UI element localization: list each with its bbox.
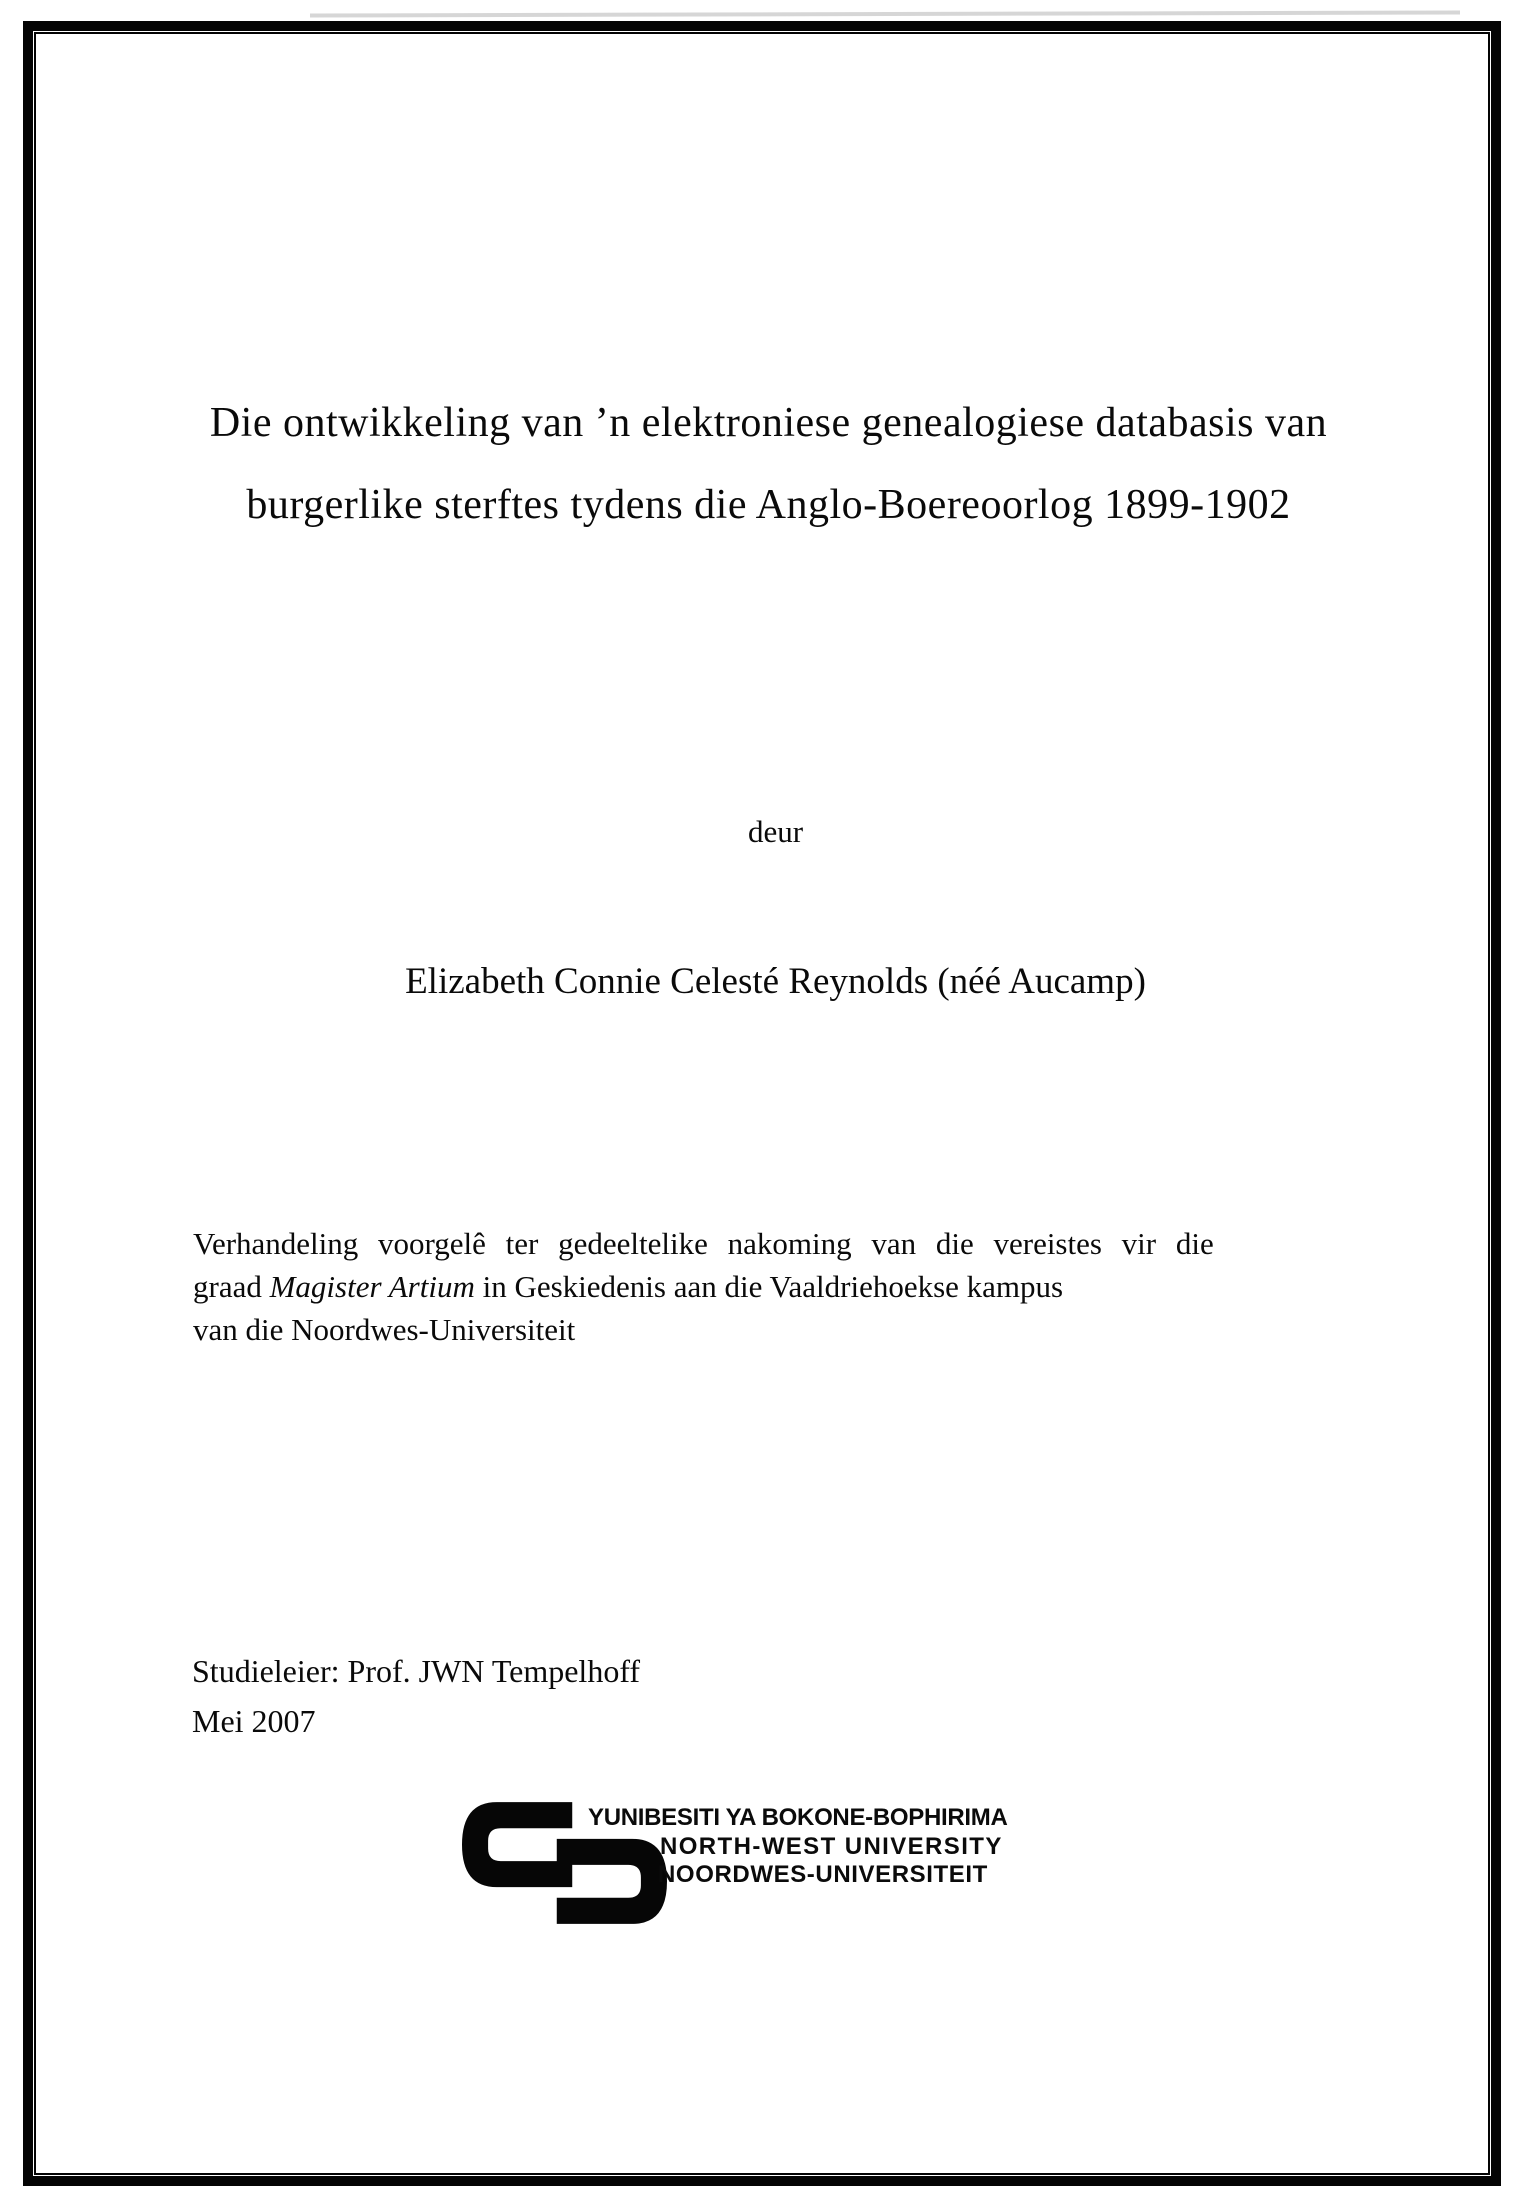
thesis-statement-line1: Verhandeling voorgelê ter gedeeltelike nakoming van die vereistes vir die: [193, 1226, 1214, 1261]
logo-text-setswana: YUNIBESITI YA BOKONE-BOPHIRIMA: [588, 1804, 1008, 1831]
thesis-statement: [193, 1222, 1321, 1351]
page-title-line2: burgerlike sterftes tydens die Anglo-Boereoorlog 1899-1902: [246, 482, 1291, 528]
scan-artifact: [310, 10, 1460, 17]
author-name: Elizabeth Connie Celesté Reynolds (néé Aucamp): [405, 961, 1146, 1002]
page-title-line1: Die ontwikkeling van ’n elektroniese genealogiese databasis van: [209, 400, 1328, 446]
logo-text-english: NORTH-WEST UNIVERSITY: [660, 1833, 1003, 1860]
thesis-line2-prefix: graad: [193, 1269, 270, 1304]
supervisor-line: Studieleier: Prof. JWN Tempelhoff: [192, 1653, 641, 1689]
thesis-line2-suffix: in Geskiedenis aan die Vaaldriehoekse kampus: [474, 1269, 1064, 1304]
logo-text-afrikaans: NOORDWES-UNIVERSITEIT: [658, 1861, 988, 1888]
byline-label: deur: [747, 814, 804, 849]
thesis-statement-line3: van die Noordwes-Universiteit: [193, 1312, 576, 1347]
degree-name: Magister Artium: [269, 1269, 475, 1304]
supervisor-block: [192, 1646, 640, 1746]
date-line: Mei 2007: [192, 1703, 316, 1739]
thesis-statement-line2: [193, 1265, 1321, 1308]
university-logo: [462, 1800, 1082, 1935]
